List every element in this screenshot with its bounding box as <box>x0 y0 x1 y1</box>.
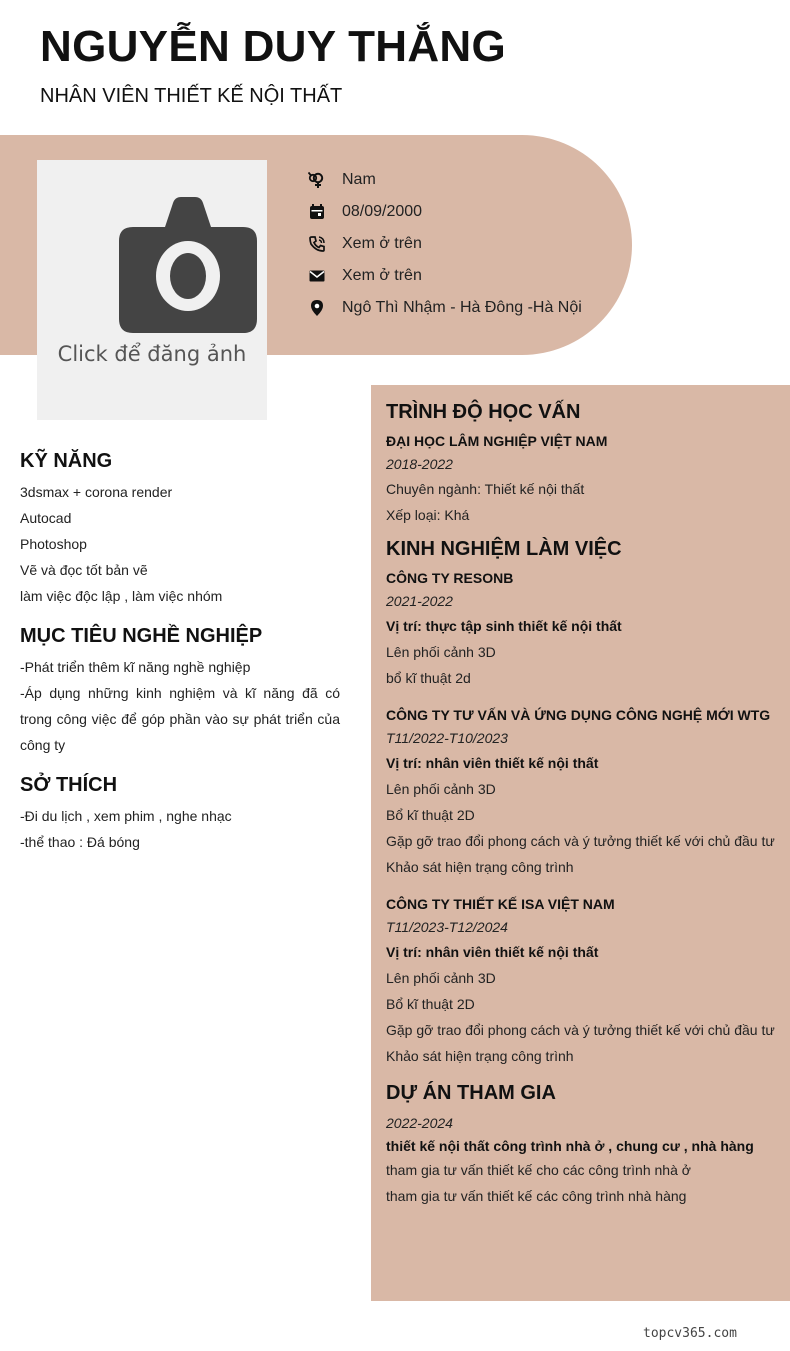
objective-heading: MỤC TIÊU NGHỀ NGHIỆP <box>20 625 263 647</box>
gender-value: Nam <box>342 171 376 188</box>
candidate-name: NGUYỄN DUY THẮNG <box>40 22 507 71</box>
photo-upload[interactable] <box>37 160 267 420</box>
projects-section <box>386 1082 775 1209</box>
objective-item: -Phát triển thêm kĩ năng nghề nghiệp <box>20 659 251 675</box>
skills-heading: KỸ NĂNG <box>20 450 113 472</box>
job-period: 2021-2022 <box>386 593 453 609</box>
education-period: 2018-2022 <box>386 456 453 472</box>
hobby-item: -Đi du lịch , xem phim , nghe nhạc <box>20 808 232 824</box>
experience-heading: KINH NGHIỆM LÀM VIỆC <box>386 538 622 560</box>
right-column <box>371 385 790 1301</box>
job-duty: Khảo sát hiện trạng công trình <box>386 1048 574 1064</box>
skill-item: Photoshop <box>20 536 87 552</box>
calendar-icon <box>308 203 326 221</box>
skill-item: 3dsmax + corona render <box>20 484 173 500</box>
envelope-icon <box>308 267 326 285</box>
contact-gender <box>308 164 582 196</box>
job-duty: Lên phối cảnh 3D <box>386 970 496 986</box>
job-duty: Lên phối cảnh 3D <box>386 644 496 660</box>
phone-icon <box>308 235 326 253</box>
birthday-value: 08/09/2000 <box>342 203 423 220</box>
camera-icon <box>119 197 257 333</box>
project-title: thiết kế nội thất công trình nhà ở , chung cư , nhà hàng <box>386 1138 754 1154</box>
job-duty: Bổ kĩ thuật 2D <box>386 807 475 823</box>
school-name: ĐẠI HỌC LÂM NGHIỆP VIỆT NAM <box>386 433 608 449</box>
hobbies-section <box>20 774 340 855</box>
job-duty: Gặp gỡ trao đổi phong cách và ý tưởng thiết kế với chủ đầu tư <box>386 1022 775 1038</box>
job-entry <box>386 704 775 880</box>
skill-item: Autocad <box>20 510 72 526</box>
email-value: Xem ở trên <box>342 267 422 284</box>
footer-watermark: topcv365.com <box>643 1326 737 1341</box>
job-position: Vị trí: nhân viên thiết kế nội thất <box>386 755 599 771</box>
job-duty: Khảo sát hiện trạng công trình <box>386 859 574 875</box>
location-pin-icon <box>308 299 326 317</box>
job-position: Vị trí: thực tập sinh thiết kế nội thất <box>386 618 622 634</box>
objective-item: -Áp dụng những kinh nghiệm và kĩ năng đã có trong công việc để góp phần vào sự phát triển của công ty <box>20 685 340 753</box>
job-duty: Lên phối cảnh 3D <box>386 781 496 797</box>
skill-item: Vẽ và đọc tốt bản vẽ <box>20 562 148 578</box>
contact-address <box>308 292 582 324</box>
company-name: CÔNG TY TƯ VẤN VÀ ỨNG DỤNG CÔNG NGHỆ MỚI WTG <box>386 707 771 723</box>
phone-value: Xem ở trên <box>342 235 422 252</box>
left-column <box>20 450 340 871</box>
job-position: Vị trí: nhân viên thiết kế nội thất <box>386 944 599 960</box>
company-name: CÔNG TY THIẾT KẾ ISA VIỆT NAM <box>386 896 615 912</box>
skill-item: làm việc độc lập , làm việc nhóm <box>20 588 223 604</box>
contact-phone <box>308 228 582 260</box>
skills-section <box>20 450 340 609</box>
gender-icon <box>308 171 326 189</box>
education-line: Xếp loại: Khá <box>386 507 470 523</box>
job-duty: Gặp gỡ trao đổi phong cách và ý tưởng thiết kế với chủ đầu tư <box>386 833 775 849</box>
contact-email <box>308 260 582 292</box>
education-line: Chuyên ngành: Thiết kế nội thất <box>386 481 585 497</box>
education-section <box>386 401 775 528</box>
objective-section <box>20 625 340 758</box>
job-entry <box>386 893 775 1069</box>
company-name: CÔNG TY RESONB <box>386 570 514 586</box>
job-duty: bổ kĩ thuật 2d <box>386 670 471 686</box>
hobbies-heading: SỞ THÍCH <box>20 774 118 796</box>
job-period: T11/2023-T12/2024 <box>386 919 508 935</box>
candidate-title: NHÂN VIÊN THIẾT KẾ NỘI THẤT <box>40 85 343 107</box>
experience-section <box>386 538 775 1069</box>
photo-upload-label: Click để đăng ảnh <box>57 342 247 366</box>
job-entry <box>386 567 775 691</box>
project-line: tham gia tư vấn thiết kế cho các công trình nhà ở <box>386 1162 691 1178</box>
job-period: T11/2022-T10/2023 <box>386 730 508 746</box>
project-period: 2022-2024 <box>386 1115 453 1131</box>
contact-info <box>308 164 582 324</box>
address-value: Ngô Thì Nhậm - Hà Đông -Hà Nội <box>342 299 582 316</box>
contact-birthday <box>308 196 582 228</box>
project-line: tham gia tư vấn thiết kế các công trình nhà hàng <box>386 1188 687 1204</box>
education-heading: TRÌNH ĐỘ HỌC VẤN <box>386 401 581 423</box>
projects-heading: DỰ ÁN THAM GIA <box>386 1082 556 1104</box>
hobby-item: -thể thao : Đá bóng <box>20 834 140 850</box>
job-duty: Bổ kĩ thuật 2D <box>386 996 475 1012</box>
